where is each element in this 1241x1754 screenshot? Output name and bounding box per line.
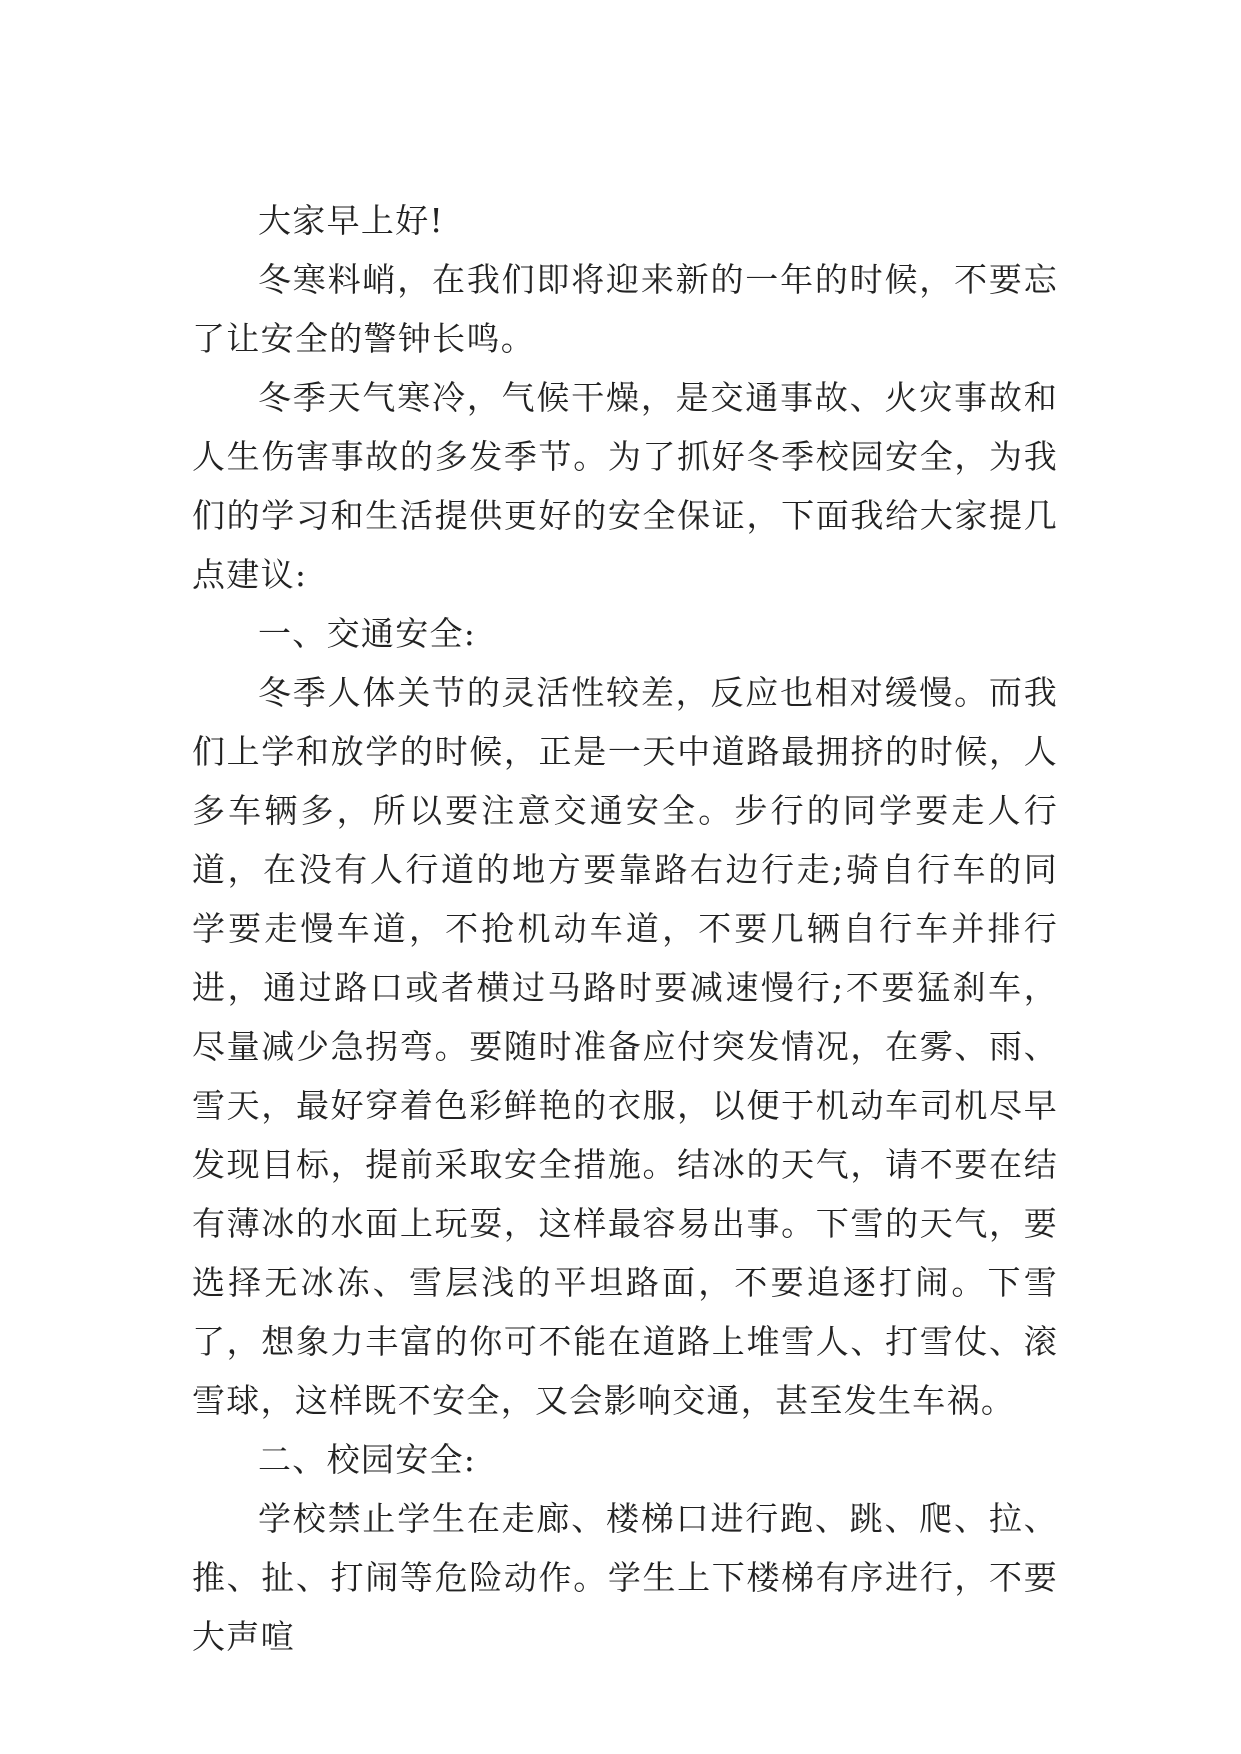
section-heading-campus: 二、校园安全:: [258, 1440, 477, 1479]
context-paragraph: 冬季天气寒冷，气候干燥，是交通事故、火灾事故和人生伤害事故的多发季节。为了抓好冬季校园安全，为我们的学习和生活提供更好的安全保证，下面我给大家提几点建议:: [192, 378, 1058, 594]
section-heading-traffic: 一、交通安全:: [258, 614, 477, 653]
document-body: [192, 191, 1058, 1666]
section-body-traffic: 冬季人体关节的灵活性较差，反应也相对缓慢。而我们上学和放学的时候，正是一天中道路最拥挤的时候，人多车辆多，所以要注意交通安全。步行的同学要走人行道，在没有人行道的地方要靠路右边行走;骑自行车的同学要走慢车道，不抢机动车道，不要几辆自行车并排行进，通过路口或者横过马路时要减速慢行;不要猛刹车，尽量减少急拐弯。要随时准备应付突发情况，在雾、雨、雪天，最好穿着色彩鲜艳的衣服，以便于机动车司机尽早发现目标，提前采取安全措施。结冰的天气，请不要在结有薄冰的水面上玩耍，这样最容易出事。下雪的天气，要选择无冰冻、雪层浅的平坦路面，不要追逐打闹。下雪了，想象力丰富的你可不能在道路上堆雪人、打雪仗、滚雪球，这样既不安全，又会影响交通，甚至发生车祸。: [192, 673, 1058, 1420]
intro-paragraph: 冬寒料峭，在我们即将迎来新的一年的时候，不要忘了让安全的警钟长鸣。: [192, 260, 1058, 358]
greeting: 大家早上好!: [258, 201, 445, 240]
section-body-campus: 学校禁止学生在走廊、楼梯口进行跑、跳、爬、拉、推、扯、打闹等危险动作。学生上下楼梯有序进行，不要大声喧: [192, 1499, 1058, 1656]
